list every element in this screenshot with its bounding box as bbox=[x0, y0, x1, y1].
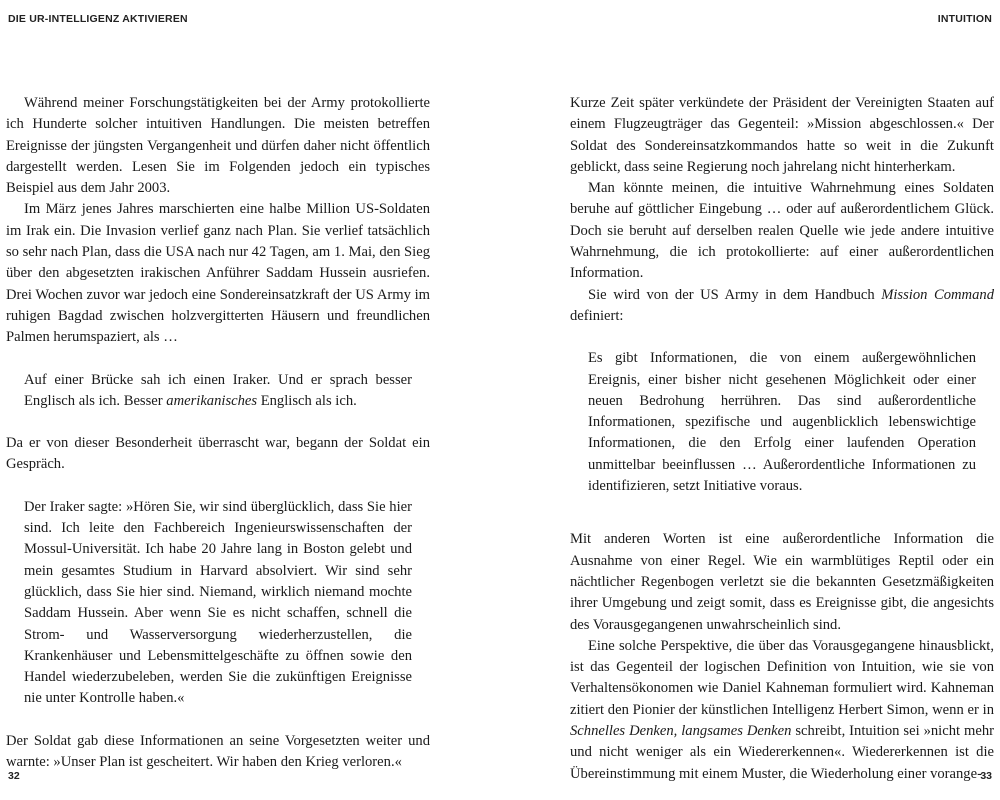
running-header-right: INTUITION bbox=[937, 13, 992, 25]
paragraph: Sie wird von der US Army in dem Handbuch Mission Command definiert: bbox=[570, 286, 994, 324]
paragraph: Während meiner Forschungstätigkeiten bei der Army protokollierte ich Hunderte solcher intuitiven Handlungen. Die meisten betreffen Ereignisse der jüngsten Vergangenheit und dürfen daher nicht öffentlich dargestellt werden. Lesen Sie im Folgenden jedoch ein typisches Beispiel aus dem Jahr 2003. bbox=[6, 95, 430, 197]
paragraph: Mit anderen Worten ist eine außerordentliche Information die Ausnahme von einer Regel. Wie ein warmblütiges Reptil oder ein nächtlicher Regenbogen verletzt sie die bekannten Gesetzmäßigkeiten ihrer Umgebung und zeigt somit, dass es Ereignisse gibt, die angesichts des Vorausgegangenen unwahrscheinlich sind. bbox=[570, 531, 994, 633]
paragraph: Kurze Zeit später verkündete der Präsident der Vereinigten Staaten auf einem Flugzeugträger das Gegenteil: »Mission abgeschlossen.« Der Soldat des Sondereinsatzkommandos hatte so weit in die Zukunft geblickt, dass seine Regierung noch jahrelang nicht hinterherkam. bbox=[570, 95, 994, 175]
block-quote: Auf einer Brücke sah ich einen Iraker. Und er sprach besser Englisch als ich. Besser amerikanisches Englisch als ich. bbox=[24, 371, 412, 409]
book-title: Schnelles Denken, langsames Denken bbox=[570, 723, 792, 740]
page-number-left: 32 bbox=[8, 770, 20, 782]
paragraph: Der Soldat gab diese Informationen an seine Vorgesetzten weiter und warnte: »Unser Plan ist gescheitert. Wir haben den Krieg verloren.« bbox=[6, 732, 430, 771]
right-page-body bbox=[570, 93, 994, 785]
paragraph: Man könnte meinen, die intuitive Wahrnehmung eines Soldaten beruhe auf göttlicher Eingebung … oder auf außerordentlichem Glück. Doch sie beruht auf derselben realen Quelle wie jede andere intuitive Wahrnehmung, die ich protokollierte: auf einer außerordentlichen Information. bbox=[570, 180, 994, 282]
left-page-body bbox=[6, 93, 430, 773]
book-title: Mission Command bbox=[881, 286, 994, 303]
page-number-right: 33 bbox=[980, 770, 992, 782]
paragraph: Da er von dieser Besonderheit überrascht war, begann der Soldat ein Gespräch. bbox=[6, 435, 430, 473]
block-quote: Der Iraker sagte: »Hören Sie, wir sind überglücklich, dass Sie hier sind. Ich leite den Fachbereich Ingenieurswissenschaften der Mossul-Universität. Ich habe 20 Jahre lang in Boston gelebt und mein gesamtes Studium in Harvard absolviert. Wir sind sehr glücklich, dass Sie hier sind. Niemand, wirklich niemand mochte Saddam Hussein. Aber wenn Sie es nicht schaffen, schnell die Strom- und Wasserversorgung wiederherzustellen, die Krankenhäuser und Lebensmittelgeschäfte zu öffnen sowie den Handel wiederzubeleben, werden Sie die zukünftigen Ereignisse nie unter Kontrolle haben.« bbox=[24, 498, 412, 707]
running-header-left: DIE UR-INTELLIGENZ AKTIVIEREN bbox=[8, 13, 188, 25]
emphasis: amerikanisches bbox=[166, 392, 258, 409]
paragraph: Eine solche Perspektive, die über das Vorausgegangene hinausblickt, ist das Gegenteil der logischen Definition von Intuition, wie sie von Verhaltensökonomen wie Daniel Kahneman formuliert wird. Kahneman zitiert den Pionier der künstlichen Intelligenz Herbert Simon, wenn er in Schnelles Denken, langsames Denken schreibt, Intuition sei »nicht mehr und nicht weniger als ein Wiedererkennen«. Wiedererkennen ist die Übereinstimmung mit einem Muster, die Wiederholung einer vorange- bbox=[570, 637, 995, 782]
paragraph: Im März jenes Jahres marschierten eine halbe Million US-Soldaten im Irak ein. Die Invasion verlief ganz nach Plan. Sie verlief tatsächlich so sehr nach Plan, dass die USA nach nur 42 Tagen, am 1. Mai, den Sieg über den abgesetzten irakischen Anführer Saddam Hussein ausriefen. Drei Wochen zuvor war jedoch eine Sondereinsatzkraft der US Army im ruhigen Bagdad zwischen holzvergitterten Häusern und freundlichen Palmen herumspaziert, als … bbox=[6, 201, 430, 346]
block-quote: Es gibt Informationen, die von einem außergewöhnlichen Ereignis, einer bisher nicht gesehenen Möglichkeit oder einer neuen Bedrohung herrühren. Das sind außerordentliche Informationen, spezifische und augenblicklich lebenswichtige Informationen, die den Erfolg einer laufenden Operation unmittelbar beeinflussen … Außerordentliche Informationen zu identifizieren, setzt Initiative voraus. bbox=[588, 350, 976, 495]
